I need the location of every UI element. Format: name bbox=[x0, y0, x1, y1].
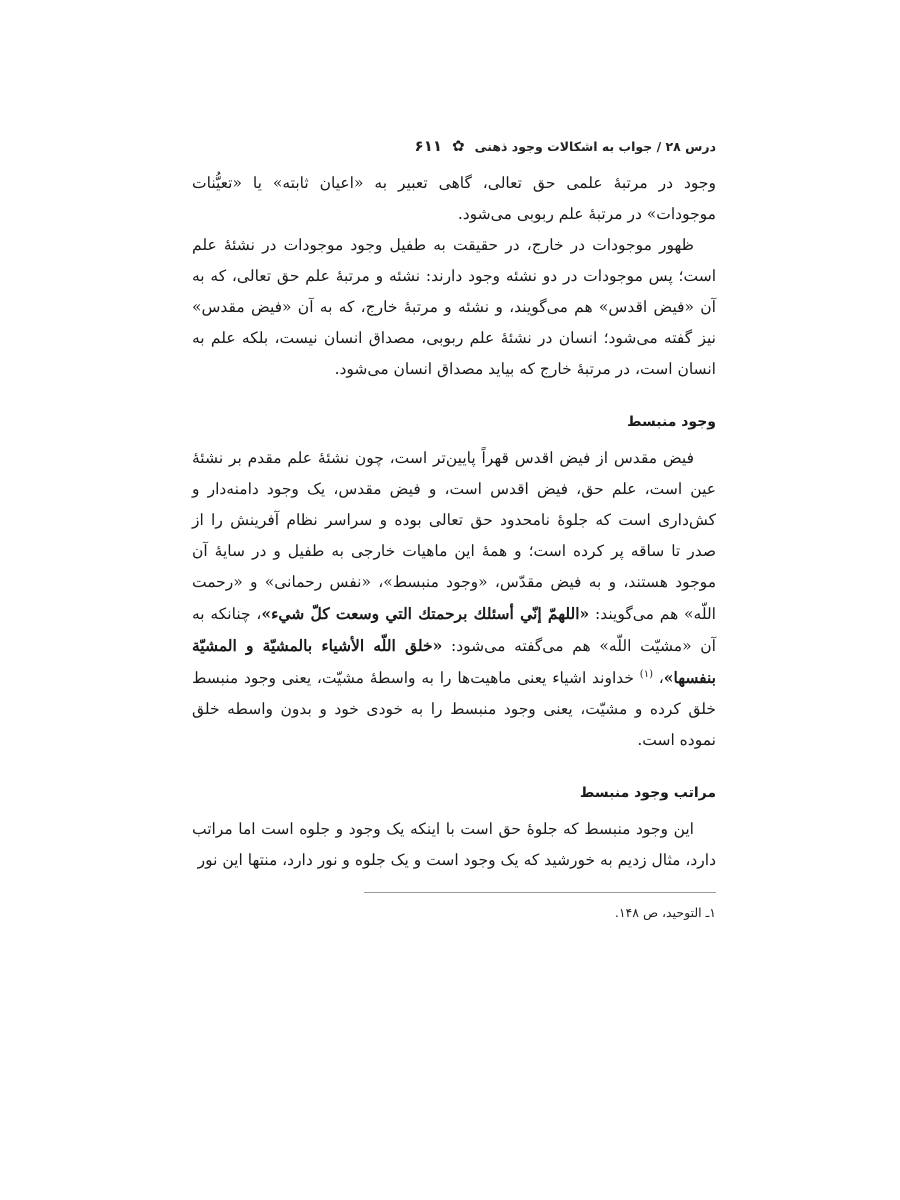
book-page bbox=[192, 128, 716, 923]
arabic-quote-hadith: «خلق اللّه الأشياء بالمشيّة و المشيّة بنفسها» bbox=[192, 636, 716, 687]
running-title: درس ۲۸ / جواب به اشکالات وجود ذهنی bbox=[474, 138, 716, 154]
paragraph-text: فیض مقدس از فیض اقدس قهراً پایین‌تر است، چون نشئهٔ علم مقدم بر نشئهٔ عین است، علم حق، فیض اقدس است، و فیض مقدس، یک وجود دامنه‌دار و کش‌داری است که جلوهٔ نامحدود حق تعالی بوده و سراسر نظام آفرینش را از صدر تا ساقه پر کرده است؛ و همهٔ این ماهیات خارجی به طفیل و در سایهٔ آن موجود هستند، و به فیض مقدّس، «وجود منبسط»، «نفس رحمانی» و «رحمت اللّه» هم می‌گویند: bbox=[192, 449, 716, 623]
section-heading-extended-existence: وجود منبسط bbox=[627, 414, 716, 430]
footnote-divider bbox=[364, 892, 716, 893]
paragraph-holy-emanation: فیض مقدس از فیض اقدس قهراً پایین‌تر است، چون نشئهٔ علم مقدم بر نشئهٔ عین است، علم حق، فیض اقدس است، و فیض مقدس، یک وجود دامنه‌دار و کش‌داری است که جلوهٔ نامحدود حق تعالی بوده و سراسر نظام آفرینش را از صدر تا ساقه پر کرده است؛ و همهٔ این ماهیات خارجی به طفیل و در سایهٔ آن موجود هستند، و به فیض مقدّس، «وجود منبسط»، «نفس رحمانی» و «رحمت اللّه» هم می‌گویند: «اللهمّ إنّي أسئلك برحمتك التي وسعت كلّ شيء»، چنانکه به آن «مشیّت اللّه» هم می‌گفته می‌شود: «خلق اللّه الأشياء بالمشيّة و المشيّة بنفسها»، $^{(۱)}$ خداوند اشیاء یعنی ماهیت‌ها را به واسطهٔ مشیّت، یعنی وجود منبسط خلق کرده و مشیّت، یعنی وجود منبسط را به خودی خود و بدون واسطه خلق نموده است. bbox=[192, 449, 716, 749]
paragraph-manifestation: ظهور موجودات در خارج، در حقیقت به طفیل وجود موجودات در نشئهٔ علم است؛ پس موجودات در دو نشئه وجود دارند: نشئه و مرتبهٔ علم حق تعالی، که به آن «فیض اقدس» هم می‌گویند، و نشئه و مرتبهٔ خارج، که به آن «فیض مقدس» نیز گفته می‌شود؛ انسان در نشئهٔ علم ربوبی، مصداق انسان نیست، بلکه علم به انسان است، در مرتبهٔ خارج که بیاید مصداق انسان می‌شود. bbox=[192, 236, 716, 378]
arabic-quote-prayer: «اللهمّ إنّي أسئلك برحمتك التي وسعت كلّ شيء» bbox=[261, 604, 590, 623]
section-heading-levels: مراتب وجود منبسط bbox=[579, 785, 716, 801]
page-number: ۶۱۱ bbox=[414, 137, 443, 155]
running-header bbox=[192, 128, 716, 164]
footnote-reference: (۱) bbox=[639, 668, 653, 680]
flower-ornament-icon: ✿ bbox=[452, 136, 465, 155]
footnote: ۱ـ التوحید، ص ۱۴۸. bbox=[614, 905, 716, 920]
paragraph-levels: این وجود منبسط که جلوهٔ حق است با اینکه یک وجود و جلوه است اما مراتب دارد، مثال زدیم به خورشید که یک وجود است و یک جلوه و نور دارد، منتها این نور bbox=[192, 820, 716, 869]
paragraph-text: ، چنانکه به آن «مشیّت اللّه» هم می‌گفته می‌شود: bbox=[192, 605, 716, 655]
paragraph-text: خداوند اشیاء یعنی ماهیت‌ها را به واسطهٔ مشیّت، یعنی وجود منبسط خلق کرده و مشیّت، یعنی وجود منبسط را به خودی خود و بدون واسطه خلق نموده است. bbox=[192, 669, 716, 749]
paragraph-intro: وجود در مرتبهٔ علمی حق تعالی، گاهی تعبیر به «اعیان ثابته» یا «تعیُّنات موجودات» در مرتبهٔ علم ربوبی می‌شود. bbox=[192, 174, 716, 223]
